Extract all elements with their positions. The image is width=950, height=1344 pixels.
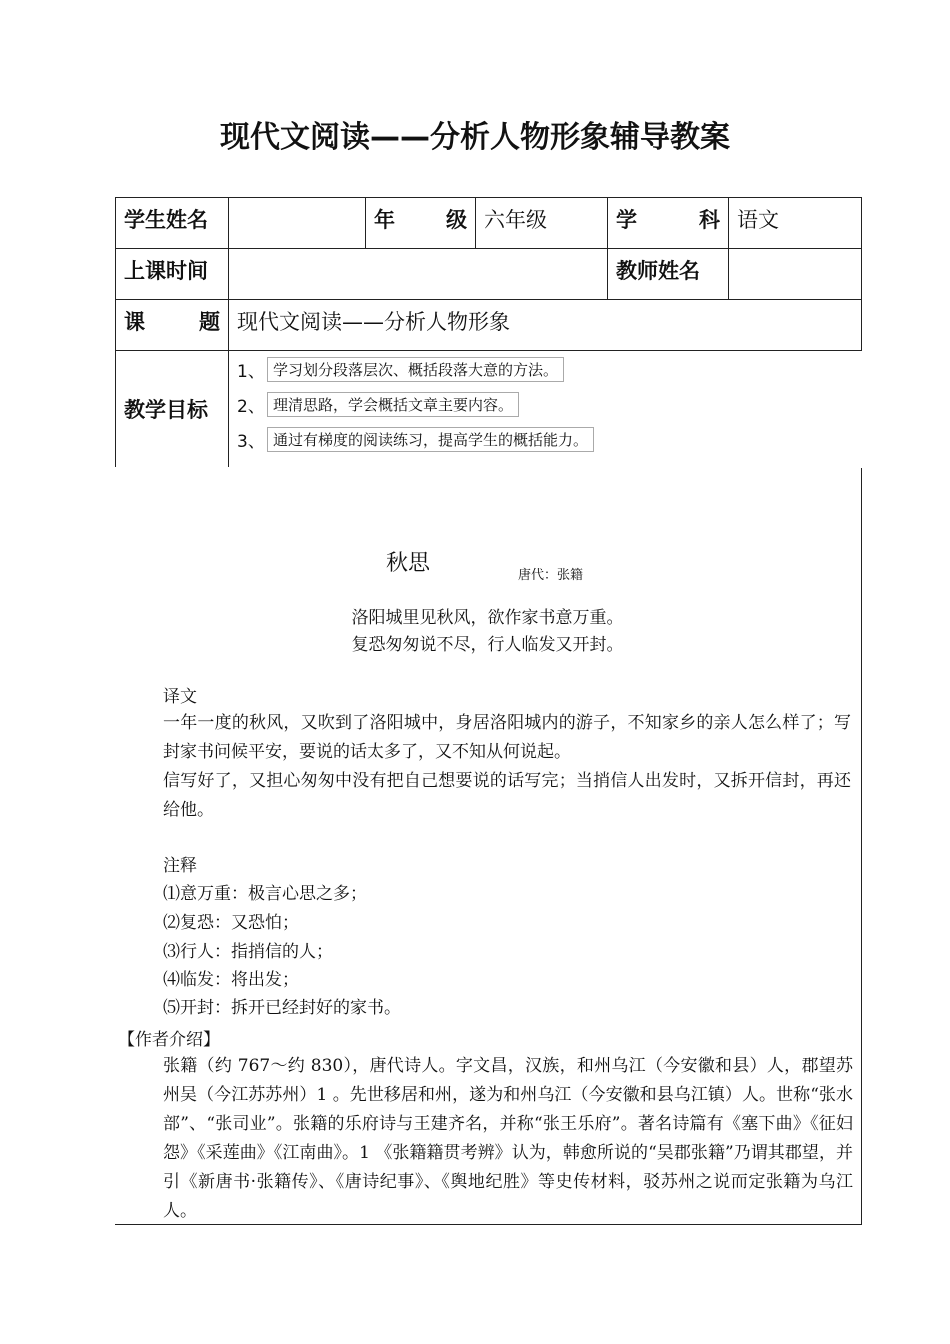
topic-value: 现代文阅读——分析人物形象 [237,310,510,334]
grade-value: 六年级 [484,208,547,232]
grade-label-part-2: 级 [446,208,467,232]
student-name-label: 学生姓名 [124,208,208,232]
subject-value: 语文 [737,208,779,232]
teacher-value [737,249,853,255]
author-intro-heading: 【作者介绍】 [118,1030,220,1050]
objectives-label: 教学目标 [124,398,208,422]
objective-item [237,388,854,421]
objective-number: 3、 [237,432,265,452]
note-item: ⑷临发：将出发； [163,970,299,990]
objective-item [237,423,854,456]
lesson-info-table [115,197,862,467]
objectives-cell [229,351,862,468]
table-row [116,351,862,468]
objective-text: 学习划分段落层次、概括段落大意的方法。 [267,357,564,382]
document-title: 现代文阅读——分析人物形象辅导教案 [220,120,730,155]
subject-label-cell [608,198,729,249]
notes-heading: 注释 [163,856,197,876]
subject-label-part-2: 科 [699,208,720,232]
author-intro-text: 张籍（约 767～约 830），唐代诗人。字文昌，汉族，和州乌江（今安徽和县）人，郡望苏州吴（今江苏苏州）1 。先世移居和州，遂为和州乌江（今安徽和县乌江镇）人。世称“张水部”、“张司业”。张籍的乐府诗与王建齐名，并称“张王乐府”。著名诗篇有《塞下曲》《征妇怨》《采莲曲》《江南曲》。1 《张籍籍贯考辨》认为，韩愈所说的“吴郡张籍”乃谓其郡望，并引《新唐书·张籍传》、《唐诗纪事》、《舆地纪胜》等史传材料，驳苏州之说而定张籍为乌江人。 [163,1056,853,1221]
subject-label-part-1: 学 [616,208,637,232]
note-item: ⑸开封：拆开已经封好的家书。 [163,998,401,1018]
translation-paragraph: 信写好了，又担心匆匆中没有把自己想要说的话写完；当捎信人出发时，又拆开信封，再还给他。 [163,771,851,820]
topic-value-cell [229,300,862,351]
poem-title: 秋思 [386,551,431,576]
class-time-value [237,249,599,255]
class-time-value-cell [229,249,608,300]
objectives-label-cell [116,351,229,468]
subject-value-cell [729,198,862,249]
note-item: ⑵复恐：又恐怕； [163,913,299,933]
class-time-label: 上课时间 [124,259,208,283]
student-name-value-cell [229,198,366,249]
note-item: ⑴意万重：极言心思之多； [163,884,367,904]
objective-text: 理清思路，学会概括文章主要内容。 [267,392,519,417]
topic-label-part-2: 题 [199,310,220,334]
teacher-label: 教师姓名 [616,259,700,283]
grade-label-cell [366,198,476,249]
poem-line: 洛阳城里见秋风，欲作家书意万重。 [351,608,624,628]
student-name-value [237,198,357,204]
objective-item [237,353,854,386]
student-name-label-cell [116,198,229,249]
grade-value-cell [476,198,608,249]
grade-label-part-1: 年 [374,208,395,232]
poem-author: 唐代：张籍 [518,568,584,583]
teacher-value-cell [729,249,862,300]
table-row [116,249,862,300]
note-item: ⑶行人：指捎信的人； [163,942,333,962]
objective-number: 2、 [237,397,265,417]
objective-number: 1、 [237,362,265,382]
topic-label-cell [116,300,229,351]
objective-text: 通过有梯度的阅读练习，提高学生的概括能力。 [267,427,594,452]
table-row [116,198,862,249]
teacher-label-cell [608,249,729,300]
translation-heading: 译文 [163,687,197,707]
poem-line: 复恐匆匆说不尽，行人临发又开封。 [351,635,624,655]
translation-paragraph: 一年一度的秋风，又吹到了洛阳城中，身居洛阳城内的游子，不知家乡的亲人怎么样了；写封家书问候平安，要说的话太多了，又不知从何说起。 [163,713,851,762]
table-row [116,300,862,351]
class-time-label-cell [116,249,229,300]
topic-label-part-1: 课 [124,310,145,334]
